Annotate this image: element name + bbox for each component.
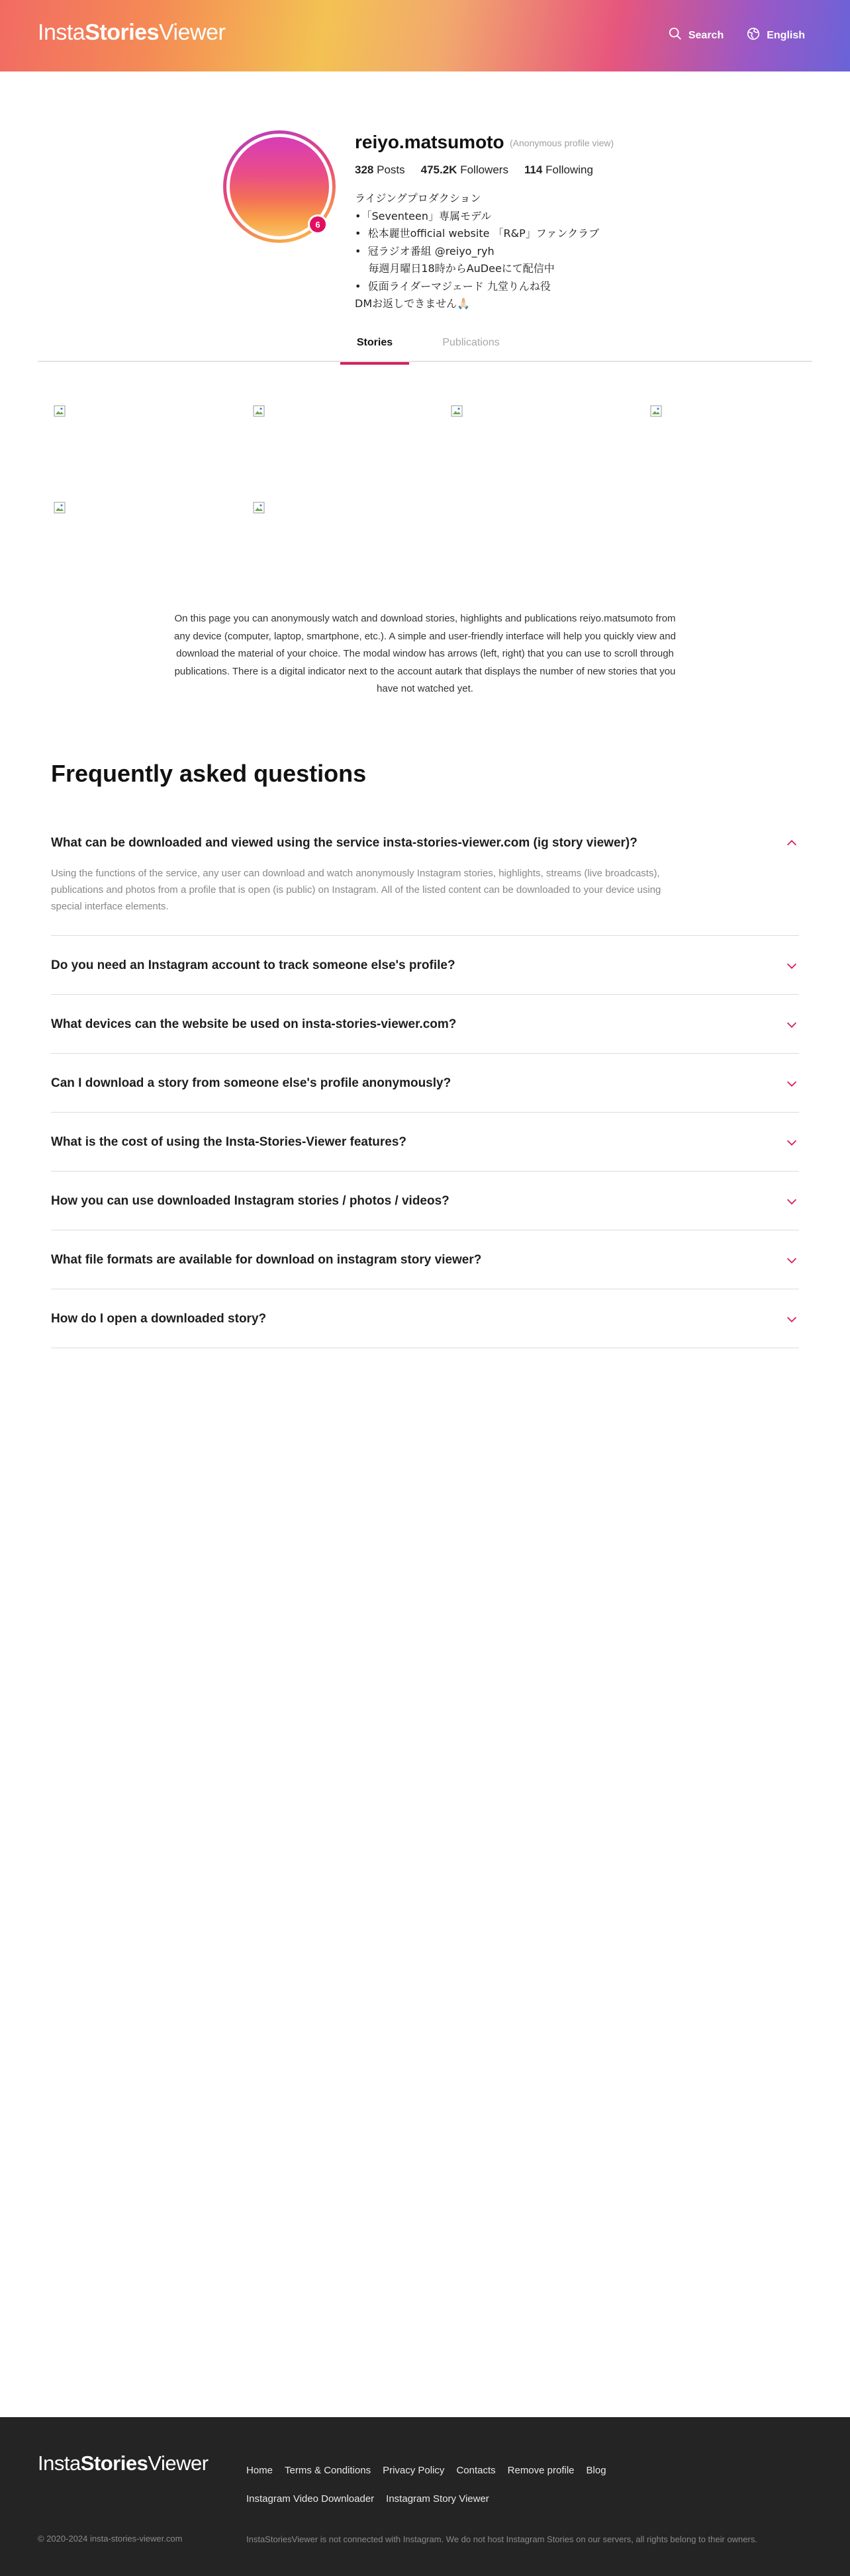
- footer-link-contacts[interactable]: Contacts: [456, 2465, 496, 2476]
- followers-count: 475.2K: [420, 163, 457, 176]
- faq-list: [51, 814, 799, 1348]
- language-button[interactable]: [746, 26, 805, 44]
- faq-answer: Using the functions of the service, any user can download and watch anonymously Instagram stories, highlights, streams (live broadcasts), publications and photos from a profile that is open (is public) on Instagram. All of the listed content can be downloaded to your device using special interface elements.: [51, 868, 661, 912]
- chevron-down-icon[interactable]: [784, 1017, 799, 1032]
- footer-logo[interactable]: [38, 2452, 209, 2475]
- bio-line: 毎週月曜日18時からAuDeeにて配信中: [355, 262, 555, 275]
- followers-stat: [421, 163, 508, 177]
- broken-image-icon: [54, 502, 66, 514]
- faq-question: What devices can the website be used on insta-stories-viewer.com?: [51, 1017, 457, 1031]
- about-text: On this page you can anonymously watch and download stories, highlights and publications reiyo.matsumoto from any device (computer, laptop, smartphone, etc.). A simple and user-friendly interface will help you quickly view and download the material of your choice. The modal window has arrows (left, right) that you can use to scroll through publications. There is a digital indicator next to the account autark that displays the number of new stories that you have not watched yet.: [174, 613, 676, 694]
- story-thumbnail[interactable]: [54, 502, 66, 514]
- bio-line: •「Seventeen」専属モデル: [355, 209, 492, 222]
- faq-item[interactable]: [51, 1054, 799, 1113]
- logo-part-insta: Insta: [38, 20, 85, 45]
- chevron-down-icon[interactable]: [784, 1135, 799, 1150]
- footer-disclaimer: InstaStoriesViewer is not connected with Instagram. We do not host Instagram Stories on our servers, all rights belong to their owners.: [246, 2534, 757, 2544]
- chevron-down-icon[interactable]: [784, 1312, 799, 1326]
- footer-link-story-viewer[interactable]: Instagram Story Viewer: [386, 2493, 489, 2505]
- faq-question: Can I download a story from someone else's profile anonymously?: [51, 1076, 451, 1090]
- following-stat: [524, 163, 593, 177]
- site-header: [0, 0, 850, 71]
- broken-image-icon: [650, 405, 662, 417]
- new-stories-badge: 6: [308, 214, 328, 234]
- story-thumbnail[interactable]: [650, 405, 662, 417]
- profile-tabs: [38, 336, 812, 362]
- posts-label: Posts: [377, 163, 405, 176]
- footer-link-remove-profile[interactable]: Remove profile: [507, 2465, 575, 2476]
- site-logo[interactable]: [38, 20, 225, 46]
- profile-bio: [355, 190, 726, 313]
- faq-item[interactable]: [51, 995, 799, 1054]
- chevron-down-icon[interactable]: [784, 1253, 799, 1267]
- site-footer: [0, 2417, 850, 2576]
- chevron-down-icon[interactable]: [784, 958, 799, 973]
- faq-item[interactable]: [51, 1230, 799, 1289]
- faq-question: What can be downloaded and viewed using the service insta-stories-viewer.com (ig story viewer)?: [51, 836, 638, 850]
- globe-icon: [746, 26, 761, 44]
- footer-link-home[interactable]: Home: [246, 2465, 273, 2476]
- profile-stats: [355, 163, 593, 177]
- language-label: English: [767, 29, 805, 41]
- posts-count: 328: [355, 163, 374, 176]
- anonymous-view-label: (Anonymous profile view): [510, 138, 614, 148]
- posts-stat: [355, 163, 405, 177]
- profile-username: reiyo.matsumoto: [355, 132, 504, 152]
- story-thumbnail[interactable]: [253, 502, 265, 514]
- faq-question: Do you need an Instagram account to track someone else's profile?: [51, 958, 455, 972]
- footer-link-privacy[interactable]: Privacy Policy: [383, 2465, 445, 2476]
- bio-line: • 松本麗世official website 「R&P」ファンクラブ: [355, 227, 600, 240]
- faq-item[interactable]: [51, 1172, 799, 1230]
- story-thumbnail[interactable]: [54, 405, 66, 417]
- story-thumbnail[interactable]: [451, 405, 463, 417]
- avatar[interactable]: [223, 130, 336, 243]
- broken-image-icon: [54, 405, 66, 417]
- broken-image-icon: [253, 502, 265, 514]
- faq-item[interactable]: [51, 1113, 799, 1172]
- bio-line: • 冠ラジオ番組 @reiyo_ryh: [355, 244, 495, 257]
- header-nav: [668, 26, 805, 44]
- footer-link-video-downloader[interactable]: Instagram Video Downloader: [246, 2493, 375, 2505]
- tab-publications[interactable]: Publications: [442, 337, 500, 348]
- chevron-down-icon[interactable]: [784, 1194, 799, 1209]
- chevron-up-icon[interactable]: [784, 836, 799, 851]
- bio-line: ライジングプロダクション: [355, 192, 481, 205]
- following-count: 114: [524, 163, 543, 176]
- logo-part-viewer: Viewer: [158, 20, 226, 45]
- chevron-down-icon[interactable]: [784, 1076, 799, 1091]
- faq-item[interactable]: [51, 936, 799, 995]
- broken-image-icon: [253, 405, 265, 417]
- footer-link-terms[interactable]: Terms & Conditions: [285, 2465, 371, 2476]
- broken-image-icon: [451, 405, 463, 417]
- footer-copyright: © 2020-2024 insta-stories-viewer.com: [38, 2534, 183, 2544]
- faq-item-expanded[interactable]: [51, 814, 799, 936]
- bio-line: • 仮面ライダーマジェード 九堂りんね役: [355, 279, 551, 293]
- story-thumbnail[interactable]: [253, 405, 265, 417]
- faq-question: What is the cost of using the Insta-Stories-Viewer features?: [51, 1135, 407, 1149]
- bio-line: DMお返しできません🙏🏻: [355, 297, 471, 310]
- faq-item[interactable]: [51, 1289, 799, 1348]
- footer-links: [246, 2465, 643, 2505]
- logo-part-insta: Insta: [38, 2452, 81, 2475]
- faq-question: How do I open a downloaded story?: [51, 1312, 267, 1326]
- search-icon: [668, 26, 683, 44]
- followers-label: Followers: [460, 163, 508, 176]
- faq-question: How you can use downloaded Instagram stories / photos / videos?: [51, 1194, 449, 1208]
- tab-stories[interactable]: Stories: [340, 337, 409, 365]
- faq-question: What file formats are available for download on instagram story viewer?: [51, 1253, 482, 1267]
- logo-part-stories: Stories: [85, 20, 159, 45]
- following-label: Following: [545, 163, 593, 176]
- footer-link-blog[interactable]: Blog: [586, 2465, 606, 2476]
- logo-part-viewer: Viewer: [148, 2452, 209, 2475]
- faq-title: Frequently asked questions: [51, 760, 367, 787]
- search-button[interactable]: [668, 26, 724, 44]
- logo-part-stories: Stories: [80, 2452, 148, 2475]
- search-label: Search: [688, 29, 724, 41]
